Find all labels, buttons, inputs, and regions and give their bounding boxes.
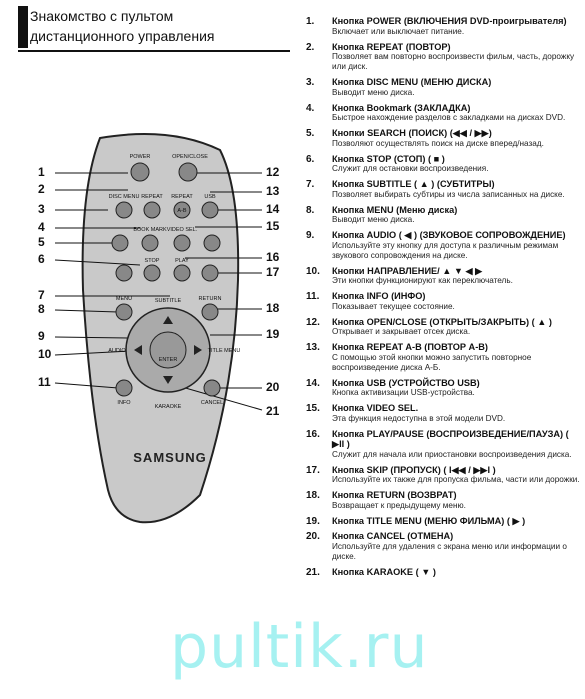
item-title: Кнопка AUDIO ( ◀ ) (ЗВУКОВОЕ СОПРОВОЖДЕНИЕ) — [332, 230, 566, 240]
callout-1: 1 — [38, 165, 45, 179]
header-underline — [18, 50, 290, 52]
header-bar — [18, 6, 28, 48]
item-number: 17. — [306, 464, 320, 476]
item-title: Кнопка MENU (Меню диска) — [332, 204, 458, 215]
item-description: Возвращает к предыдущему меню. — [332, 500, 466, 510]
usb-button — [202, 202, 218, 218]
item-number: 20. — [306, 531, 320, 542]
callout-11: 11 — [38, 375, 51, 389]
item-title: Кнопка TITLE MENU (МЕНЮ ФИЛЬМА) ( ▶ ) — [332, 515, 526, 526]
item-title: Кнопки НАПРАВЛЕНИЕ/ ▲ ▼ ◀ ▶ — [332, 265, 483, 276]
item-title: Кнопка VIDEO SEL. — [332, 403, 419, 413]
item-description: Используйте их также для пропуска фильма, части или дорожки. — [332, 475, 580, 484]
item-title: Кнопка Bookmark (ЗАКЛАДКА) — [332, 102, 471, 113]
list-item — [306, 103, 580, 124]
callout-18: 18 — [266, 301, 280, 315]
menu-button — [116, 304, 132, 320]
stop-button — [144, 265, 160, 281]
callout-6: 6 — [38, 252, 45, 266]
callout-4: 4 — [38, 220, 45, 234]
item-number: 9. — [306, 230, 315, 241]
skip-fwd-button — [202, 265, 218, 281]
list-item — [306, 42, 580, 73]
item-title: Кнопка REPEAT A-B (ПОВТОР A-B) — [332, 342, 488, 352]
item-description: Позволяют осуществлять поиск на диске вперед/назад. — [332, 138, 544, 148]
label-audio: AUDIO — [108, 348, 126, 354]
item-description: Открывает и закрывает отсек диска. — [332, 327, 471, 336]
item-title: Кнопка STOP (СТОП) ( ■ ) — [332, 153, 445, 164]
label-play: PLAY — [175, 258, 189, 264]
item-title: Кнопка REPEAT (ПОВТОР) — [332, 41, 451, 52]
list-item — [306, 291, 580, 312]
callout-20: 20 — [266, 380, 280, 394]
item-description: Эта функция недоступна в этой модели DVD. — [332, 413, 506, 423]
list-item — [306, 490, 580, 511]
item-title: Кнопка POWER (ВКЛЮЧЕНИЯ DVD-проигрывателя) — [332, 16, 567, 26]
cancel-button — [204, 380, 220, 396]
label-bookmark: BOOK MARK — [133, 227, 167, 233]
item-number: 14. — [306, 377, 320, 389]
callout-15: 15 — [266, 219, 280, 233]
item-number: 19. — [306, 515, 320, 527]
callout-21: 21 — [266, 404, 280, 418]
list-item — [306, 516, 580, 527]
item-number: 8. — [306, 204, 315, 216]
page-title-line2: дистанционного управления — [30, 28, 215, 44]
brand-logo: SAMSUNG — [133, 450, 207, 465]
item-title: Кнопка OPEN/CLOSE (ОТКРЫТЬ/ЗАКРЫТЬ) ( ▲ ) — [332, 316, 552, 327]
button-description-list — [306, 16, 580, 582]
item-title: Кнопки SEARCH (ПОИСК) (◀◀ / ▶▶) — [332, 128, 492, 138]
label-stop: STOP — [144, 258, 160, 264]
callout-19: 19 — [266, 327, 280, 341]
item-number: 7. — [306, 179, 315, 190]
callout-5: 5 — [38, 235, 45, 249]
callout-16: 16 — [266, 250, 280, 264]
search-fwd-button — [204, 235, 220, 251]
page-title-line1: Знакомство с пультом — [30, 8, 174, 24]
watermark: pultik.ru — [170, 612, 429, 682]
repeat-button — [144, 202, 160, 218]
callout-12: 12 — [266, 165, 280, 179]
item-number: 2. — [306, 41, 315, 53]
list-item — [306, 205, 580, 226]
info-button — [116, 380, 132, 396]
item-description: Служит для начала или приостановки воспроизведения диска. — [332, 449, 572, 459]
item-title: Кнопка SUBTITLE ( ▲ ) (СУБТИТРЫ) — [332, 179, 495, 189]
list-item — [306, 567, 580, 578]
item-title: Кнопка SKIP (ПРОПУСК) ( I◀◀ / ▶▶I ) — [332, 464, 496, 475]
list-item — [306, 77, 580, 98]
page-title — [30, 6, 290, 46]
list-item — [306, 16, 580, 37]
item-title: Кнопка INFO (ИНФО) — [332, 291, 426, 301]
callout-10: 10 — [38, 347, 52, 361]
label-repeat2: REPEAT — [171, 194, 193, 200]
list-item — [306, 403, 580, 424]
list-item — [306, 154, 580, 175]
list-item — [306, 342, 580, 373]
item-number: 15. — [306, 403, 320, 414]
label-enter: ENTER — [158, 357, 178, 363]
callout-8: 8 — [38, 302, 45, 316]
search-back-button — [112, 235, 128, 251]
label-usb: USB — [204, 194, 216, 200]
callout-3: 3 — [38, 202, 45, 216]
disc-menu-button — [116, 202, 132, 218]
skip-back-button — [116, 265, 132, 281]
label-cancel: CANCEL — [200, 400, 224, 406]
item-title: Кнопка CANCEL (ОТМЕНА) — [332, 531, 454, 541]
list-item — [306, 128, 580, 149]
callout-9: 9 — [38, 329, 45, 343]
item-description: Выводит меню диска. — [332, 215, 415, 224]
item-number: 3. — [306, 77, 315, 88]
item-number: 12. — [306, 316, 320, 328]
item-title: Кнопка PLAY/PAUSE (ВОСПРОИЗВЕДЕНИЕ/ПАУЗА) ( ▶II ) — [332, 428, 569, 449]
item-number: 21. — [306, 566, 320, 578]
item-description: Позволяет вам повторно воспроизвести фильм, часть, дорожку или диск. — [332, 52, 575, 71]
label-subtitle: SUBTITLE — [154, 298, 182, 304]
bookmark-button — [142, 235, 158, 251]
item-description: Позволяет выбирать субтиры из числа записанных на диске. — [332, 189, 565, 199]
label-video-sel: VIDEO SEL. — [166, 227, 198, 233]
item-number: 6. — [306, 153, 315, 165]
label-open-close: OPEN/CLOSE — [172, 154, 208, 160]
list-item — [306, 266, 580, 287]
callout-2: 2 — [38, 182, 45, 196]
label-return: RETURN — [198, 296, 222, 302]
item-number: 4. — [306, 102, 315, 114]
item-title: Кнопка DISC MENU (МЕНЮ ДИСКА) — [332, 77, 492, 87]
open-close-button — [179, 163, 197, 181]
item-number: 10. — [306, 265, 320, 277]
label-title-menu: TITLE MENU — [207, 348, 241, 354]
item-description: Служит для остановки воспроизведения. — [332, 164, 489, 173]
item-description: Используйте для удаления с экрана меню или информации о диске. — [332, 541, 567, 561]
item-title: Кнопка USB (УСТРОЙСТВО USB) — [332, 377, 480, 388]
label-disc-menu: DISC MENU — [108, 194, 140, 200]
item-description: Кнопка активизации USB-устройства. — [332, 388, 475, 397]
item-number: 1. — [306, 16, 315, 27]
label-power: POWER — [129, 154, 151, 160]
play-button — [174, 265, 190, 281]
callout-13: 13 — [266, 184, 280, 198]
label-ab: A-B — [177, 208, 187, 214]
item-number: 16. — [306, 428, 320, 440]
label-info: INFO — [117, 400, 131, 406]
list-item — [306, 317, 580, 338]
item-number: 18. — [306, 490, 320, 501]
item-number: 11. — [306, 291, 320, 302]
list-item — [306, 465, 580, 486]
item-description: Включает или выключает питание. — [332, 26, 465, 36]
item-title: Кнопка KARAOKE ( ▼ ) — [332, 566, 436, 577]
remote-illustration — [0, 130, 300, 530]
item-number: 5. — [306, 128, 315, 139]
item-description: Выводит меню диска. — [332, 87, 415, 97]
return-button — [202, 304, 218, 320]
list-item — [306, 531, 580, 562]
list-item — [306, 230, 580, 261]
video-sel-button — [174, 235, 190, 251]
list-item — [306, 179, 580, 200]
label-menu: MENU — [115, 296, 133, 302]
list-item — [306, 378, 580, 399]
item-description: Используйте эту кнопку для доступа к различным режимам звукового сопровождения на диске. — [332, 240, 559, 260]
item-title: Кнопка RETURN (ВОЗВРАТ) — [332, 490, 457, 500]
list-item — [306, 429, 580, 460]
item-number: 13. — [306, 342, 320, 353]
label-karaoke: KARAOKE — [154, 404, 182, 410]
callout-7: 7 — [38, 288, 45, 302]
item-description: Быстрое нахождение разделов с закладками на дисках DVD. — [332, 113, 566, 122]
power-button — [131, 163, 149, 181]
item-description: С помощью этой кнопки можно запустить повторное воспроизведение диска A-Б. — [332, 352, 532, 372]
callout-14: 14 — [266, 202, 280, 216]
label-repeat: REPEAT — [141, 194, 163, 200]
callout-17: 17 — [266, 265, 280, 279]
item-description: Показывает текущее состояние. — [332, 301, 455, 311]
item-description: Эти кнопки функционируют как переключатель. — [332, 276, 513, 285]
